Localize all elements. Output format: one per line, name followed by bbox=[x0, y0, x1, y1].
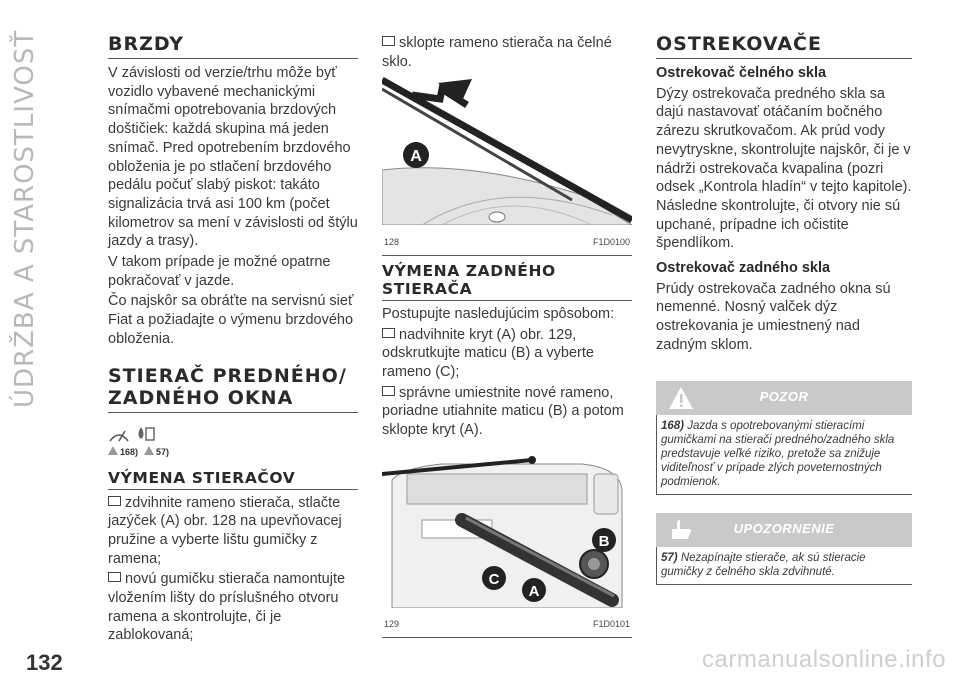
warning-triangle-icon bbox=[108, 446, 118, 455]
warning-box-body bbox=[656, 415, 912, 495]
figure-caption-129 bbox=[382, 613, 632, 637]
icons-row bbox=[108, 419, 358, 445]
hand-info-icon bbox=[668, 517, 694, 543]
bullet-step-1: zdvihnite rameno stierača, stlačte jazýček (A) obr. 128 na upevňovacej pružine a vyberte lištu gumičky z ramena; bbox=[108, 494, 358, 569]
page-number: 132 bbox=[26, 650, 63, 675]
fuel-drop-icon bbox=[134, 423, 156, 445]
paragraph-celne-sklo: Dýzy ostrekovača predného skla sa dajú nastavovať otáčaním bočného zárezu skrutkovačom. Ak prúd vody nevytryskne, skontrolujte najskôr, či je v nádrži ostrekovača kvapalina (pozri odsek „Kontrola hladín“ v tejto kapitole). Následne skontrolujte, či otvory nie sú upchané, prípadne ich očistite špendlíkom. bbox=[656, 85, 912, 252]
bullet-step-2: novú gumičku stierača namontujte vložením lišty do príslušného otvoru ramena a skontrolujte, či je zablokovaná; bbox=[108, 570, 358, 645]
figure-code: F1D0100 bbox=[592, 237, 630, 248]
heading-stierac: STIERAČ PREDNÉHO/ ZADNÉHO OKNA bbox=[108, 365, 358, 413]
bullet-fold-wiper: sklopte rameno stierača na čelné sklo. bbox=[382, 34, 632, 71]
figure-number: 129 bbox=[384, 619, 400, 630]
caution-text: Nezapínajte stierače, ak sú stieracie gumičky z čelného skla zdvihnuté. bbox=[661, 551, 866, 578]
column-2 bbox=[382, 34, 632, 644]
warning-title: POZOR bbox=[759, 389, 809, 405]
figure-label-a2: A bbox=[528, 582, 540, 600]
caution-number: 57) bbox=[661, 551, 678, 564]
front-wiper-illustration bbox=[382, 75, 632, 225]
side-section-title: ÚDRŽBA A STAROSTLIVOSŤ bbox=[10, 30, 40, 409]
caution-title: UPOZORNENIE bbox=[733, 521, 835, 537]
column-3 bbox=[656, 34, 912, 603]
figure-129 bbox=[382, 450, 632, 638]
warning-box-pozor bbox=[656, 381, 912, 495]
column-1 bbox=[108, 34, 358, 647]
warning-box-header bbox=[656, 381, 912, 415]
bullet-rear-step-2: správne umiestnite nové rameno, poriadne utiahnite maticu (B) a potom sklopte kryt (A). bbox=[382, 384, 632, 440]
caution-box-body bbox=[656, 547, 912, 585]
paragraph-zadne-sklo: Prúdy ostrekovača zadného okna sú nemenné. Nosný valček dýz ostrekovania je umiestnený nad zadným sklom. bbox=[656, 280, 891, 353]
figure-caption-128 bbox=[382, 231, 632, 255]
paragraph-brzdy-2: V takom prípade je možné opatrne pokračovať v jazde. bbox=[108, 254, 331, 289]
warning-text: Jazda s opotrebovanými stieracími gumičkami na stierači predného/zadného skla predstavuje veľké riziko, pretože sa znižuje viditeľnosť v prípade zlých poveternostných podmienok. bbox=[661, 419, 895, 488]
footer-watermark[interactable]: carmanualsonline.info bbox=[702, 646, 946, 673]
figure-128 bbox=[382, 75, 632, 255]
figure-code: F1D0101 bbox=[592, 619, 630, 630]
bullet-rear-step-1: nadvihnite kryt (A) obr. 129, odskrutkujte maticu (B) a vyberte rameno (C); bbox=[382, 326, 632, 382]
ref-warning-168[interactable]: 168) bbox=[108, 443, 138, 462]
figure-label-b: B bbox=[598, 532, 610, 550]
warning-number: 168) bbox=[661, 419, 685, 432]
subheading-zadne-sklo: Ostrekovač zadného skla bbox=[656, 260, 831, 277]
figure-label-c: C bbox=[488, 570, 500, 588]
paragraph-brzdy-1: V závislosti od verzie/trhu môže byť vozidlo vybavené mechanickými snímačmi opotrebovania brzdových doštičiek: každá skupina má jeden snímač. Pred opotrebením brzdového obloženia je po stlačení brzdového pedálu počuť slabý piskot: takáto signalizácia trvá asi 100 km (počet kilometrov sa mení v závislosti od štýlu jazdy a trasy). bbox=[108, 65, 358, 250]
subheading-celne-sklo: Ostrekovač čelného skla bbox=[656, 65, 827, 81]
paragraph-intro: Postupujte nasledujúcim spôsobom: bbox=[382, 305, 615, 322]
warning-triangle-icon bbox=[668, 385, 694, 411]
heading-vymena-stieracov: VÝMENA STIERAČOV bbox=[108, 469, 358, 490]
paragraph-brzdy-3: Čo najskôr sa obráťte na servisnú sieť Fiat a požiadajte o výmenu brzdového obloženia. bbox=[108, 293, 354, 347]
wiper-icon bbox=[108, 423, 130, 445]
ref-caution-57[interactable]: 57) bbox=[144, 443, 169, 462]
warning-refs bbox=[108, 445, 358, 461]
figure-number: 128 bbox=[384, 237, 400, 248]
rear-wiper-illustration bbox=[382, 450, 632, 608]
heading-brzdy: BRZDY bbox=[108, 34, 358, 59]
heading-ostrekovace: OSTREKOVAČE bbox=[656, 34, 912, 59]
caution-box-header bbox=[656, 513, 912, 547]
caution-box-upozornenie bbox=[656, 513, 912, 585]
caution-triangle-icon bbox=[144, 446, 154, 455]
heading-vymena-zadneho: VÝMENA ZADNÉHO STIERAČA bbox=[382, 262, 632, 301]
figure-label-a: A bbox=[410, 148, 422, 166]
